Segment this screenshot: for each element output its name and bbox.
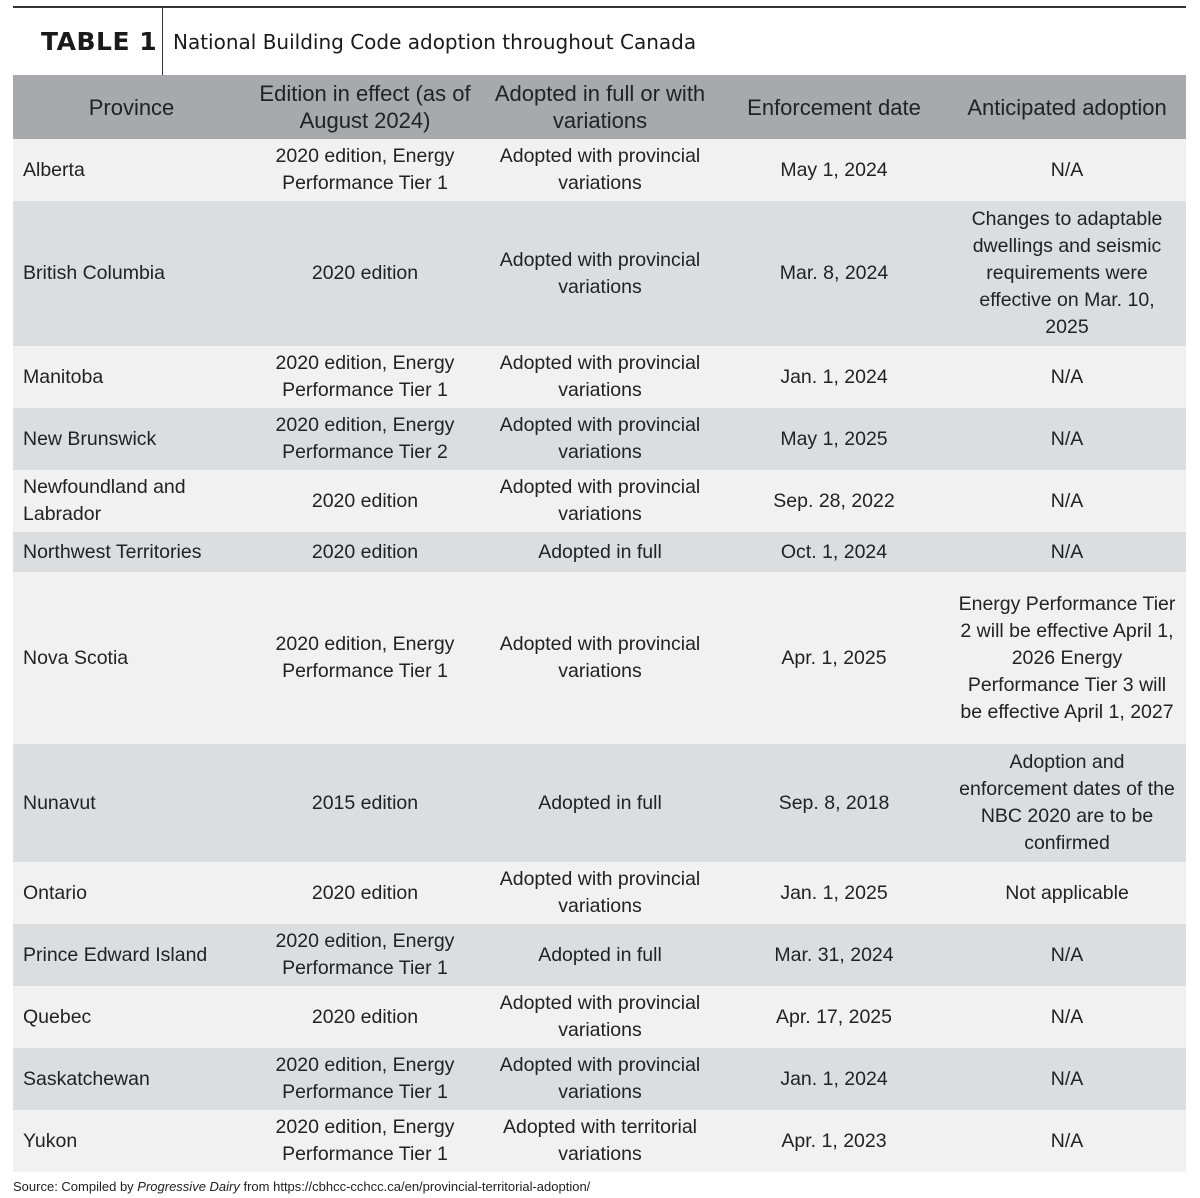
anticipated-cell: N/A xyxy=(948,408,1186,470)
province-cell: Prince Edward Island xyxy=(13,924,250,986)
anticipated-cell: N/A xyxy=(948,470,1186,532)
adoption-cell: Adopted with provincial variations xyxy=(480,139,720,201)
table-caption: National Building Code adoption throughout Canada xyxy=(173,29,697,54)
anticipated-cell: N/A xyxy=(948,139,1186,201)
table-row xyxy=(13,346,1186,408)
adoption-cell: Adopted with provincial variations xyxy=(480,1048,720,1110)
anticipated-cell: N/A xyxy=(948,1048,1186,1110)
enforcement-cell: Jan. 1, 2024 xyxy=(720,1048,948,1110)
province-cell: Northwest Territories xyxy=(13,532,250,572)
enforcement-cell: May 1, 2025 xyxy=(720,408,948,470)
edition-cell: 2020 edition, Energy Performance Tier 2 xyxy=(250,408,480,470)
province-cell: Alberta xyxy=(13,139,250,201)
enforcement-cell: Jan. 1, 2024 xyxy=(720,346,948,408)
column-header-anticipated: Anticipated adoption xyxy=(948,75,1186,139)
province-cell: Quebec xyxy=(13,986,250,1048)
edition-cell: 2020 edition xyxy=(250,470,480,532)
edition-cell: 2020 edition, Energy Performance Tier 1 xyxy=(250,1110,480,1172)
edition-cell: 2020 edition, Energy Performance Tier 1 xyxy=(250,346,480,408)
column-header-edition: Edition in effect (as of August 2024) xyxy=(250,75,480,139)
edition-cell: 2020 edition, Energy Performance Tier 1 xyxy=(250,572,480,744)
province-cell: Nunavut xyxy=(13,744,250,862)
anticipated-cell: Energy Performance Tier 2 will be effective April 1, 2026 Energy Performance Tier 3 will be effective April 1, 2027 xyxy=(948,572,1186,744)
source-prefix: Source: Compiled by xyxy=(13,1179,138,1194)
enforcement-cell: Oct. 1, 2024 xyxy=(720,532,948,572)
table-label: TABLE 1 xyxy=(13,8,163,75)
adoption-cell: Adopted in full xyxy=(480,744,720,862)
table-row xyxy=(13,986,1186,1048)
enforcement-cell: Sep. 28, 2022 xyxy=(720,470,948,532)
edition-cell: 2020 edition, Energy Performance Tier 1 xyxy=(250,924,480,986)
enforcement-cell: May 1, 2024 xyxy=(720,139,948,201)
edition-cell: 2020 edition xyxy=(250,862,480,924)
adoption-cell: Adopted with territorial variations xyxy=(480,1110,720,1172)
table-row xyxy=(13,572,1186,744)
table-row xyxy=(13,744,1186,862)
edition-cell: 2020 edition xyxy=(250,532,480,572)
province-cell: British Columbia xyxy=(13,201,250,346)
anticipated-cell: N/A xyxy=(948,986,1186,1048)
table-title-bar xyxy=(13,6,1186,75)
edition-cell: 2020 edition, Energy Performance Tier 1 xyxy=(250,139,480,201)
source-url: from https://cbhcc-cchcc.ca/en/provincial-territorial-adoption/ xyxy=(239,1179,591,1194)
source-note xyxy=(13,1179,590,1194)
enforcement-cell: Apr. 1, 2023 xyxy=(720,1110,948,1172)
column-header-adoption: Adopted in full or with variations xyxy=(480,75,720,139)
table-row xyxy=(13,924,1186,986)
enforcement-cell: Apr. 1, 2025 xyxy=(720,572,948,744)
adoption-cell: Adopted with provincial variations xyxy=(480,470,720,532)
table-row xyxy=(13,862,1186,924)
table-row xyxy=(13,408,1186,470)
adoption-cell: Adopted with provincial variations xyxy=(480,986,720,1048)
adoption-cell: Adopted with provincial variations xyxy=(480,408,720,470)
table-row xyxy=(13,470,1186,532)
enforcement-cell: Apr. 17, 2025 xyxy=(720,986,948,1048)
anticipated-cell: Not applicable xyxy=(948,862,1186,924)
adoption-cell: Adopted with provincial variations xyxy=(480,346,720,408)
table-row xyxy=(13,532,1186,572)
province-cell: Manitoba xyxy=(13,346,250,408)
province-cell: Ontario xyxy=(13,862,250,924)
table-row xyxy=(13,1110,1186,1172)
adoption-cell: Adopted in full xyxy=(480,532,720,572)
enforcement-cell: Jan. 1, 2025 xyxy=(720,862,948,924)
column-header-enforcement: Enforcement date xyxy=(720,75,948,139)
adoption-table xyxy=(13,75,1186,1172)
province-cell: New Brunswick xyxy=(13,408,250,470)
adoption-cell: Adopted with provincial variations xyxy=(480,572,720,744)
table-row xyxy=(13,1048,1186,1110)
anticipated-cell: N/A xyxy=(948,924,1186,986)
anticipated-cell: N/A xyxy=(948,532,1186,572)
enforcement-cell: Sep. 8, 2018 xyxy=(720,744,948,862)
header-row xyxy=(13,75,1186,139)
anticipated-cell: N/A xyxy=(948,1110,1186,1172)
province-cell: Yukon xyxy=(13,1110,250,1172)
table-row xyxy=(13,139,1186,201)
edition-cell: 2020 edition, Energy Performance Tier 1 xyxy=(250,1048,480,1110)
anticipated-cell: N/A xyxy=(948,346,1186,408)
edition-cell: 2015 edition xyxy=(250,744,480,862)
adoption-cell: Adopted in full xyxy=(480,924,720,986)
anticipated-cell: Adoption and enforcement dates of the NBC 2020 are to be confirmed xyxy=(948,744,1186,862)
adoption-cell: Adopted with provincial variations xyxy=(480,862,720,924)
edition-cell: 2020 edition xyxy=(250,201,480,346)
enforcement-cell: Mar. 31, 2024 xyxy=(720,924,948,986)
province-cell: Newfoundland and Labrador xyxy=(13,470,250,532)
enforcement-cell: Mar. 8, 2024 xyxy=(720,201,948,346)
table-row xyxy=(13,201,1186,346)
column-header-province: Province xyxy=(13,75,250,139)
province-cell: Nova Scotia xyxy=(13,572,250,744)
province-cell: Saskatchewan xyxy=(13,1048,250,1110)
anticipated-cell: Changes to adaptable dwellings and seismic requirements were effective on Mar. 10, 2025 xyxy=(948,201,1186,346)
adoption-cell: Adopted with provincial variations xyxy=(480,201,720,346)
edition-cell: 2020 edition xyxy=(250,986,480,1048)
source-publication: Progressive Dairy xyxy=(137,1179,240,1194)
